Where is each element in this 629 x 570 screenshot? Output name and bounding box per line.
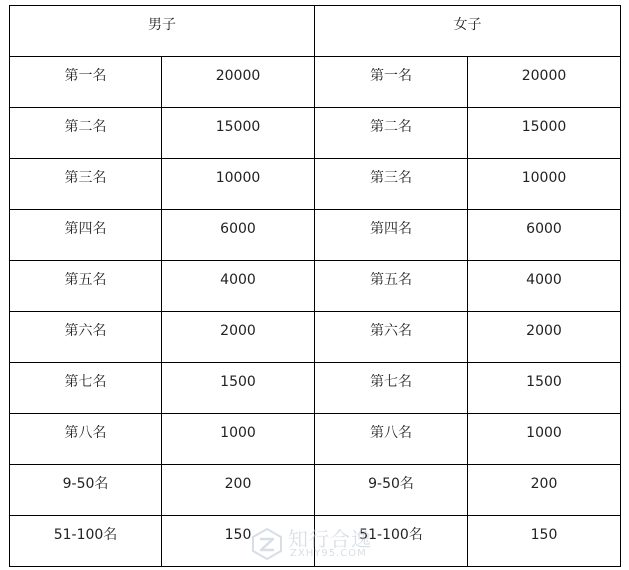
female-prize-cell: 6000: [468, 210, 621, 261]
prize-table: [9, 5, 621, 567]
female-rank-cell: 第四名: [315, 210, 468, 261]
female-prize-cell: 10000: [468, 159, 621, 210]
table-header-row: [10, 6, 621, 57]
table-row: [10, 312, 621, 363]
male-prize-cell: 4000: [162, 261, 315, 312]
male-rank-cell: 第一名: [10, 57, 162, 108]
female-prize-cell: 2000: [468, 312, 621, 363]
male-prize-cell: 200: [162, 465, 315, 516]
female-rank-cell: 第六名: [315, 312, 468, 363]
female-prize-cell: 4000: [468, 261, 621, 312]
female-rank-cell: 51-100名: [315, 516, 468, 567]
female-rank-cell: 第三名: [315, 159, 468, 210]
female-rank-cell: 第二名: [315, 108, 468, 159]
male-rank-cell: 第八名: [10, 414, 162, 465]
male-rank-cell: 第七名: [10, 363, 162, 414]
female-prize-cell: 150: [468, 516, 621, 567]
male-rank-cell: 第五名: [10, 261, 162, 312]
male-prize-cell: 6000: [162, 210, 315, 261]
male-prize-cell: 1500: [162, 363, 315, 414]
female-rank-cell: 第八名: [315, 414, 468, 465]
female-prize-cell: 20000: [468, 57, 621, 108]
header-male: 男子: [10, 6, 315, 57]
header-female: 女子: [315, 6, 621, 57]
table-row: [10, 108, 621, 159]
female-rank-cell: 第七名: [315, 363, 468, 414]
male-prize-cell: 1000: [162, 414, 315, 465]
table-row: [10, 363, 621, 414]
female-rank-cell: 第一名: [315, 57, 468, 108]
female-rank-cell: 9-50名: [315, 465, 468, 516]
female-prize-cell: 1500: [468, 363, 621, 414]
male-rank-cell: 第三名: [10, 159, 162, 210]
male-rank-cell: 第四名: [10, 210, 162, 261]
female-prize-cell: 15000: [468, 108, 621, 159]
watermark-subtitle: ZXHY95.COM: [290, 548, 367, 559]
table-row: [10, 414, 621, 465]
male-prize-cell: 15000: [162, 108, 315, 159]
male-rank-cell: 第六名: [10, 312, 162, 363]
female-prize-cell: 1000: [468, 414, 621, 465]
male-prize-cell: 10000: [162, 159, 315, 210]
male-prize-cell: 2000: [162, 312, 315, 363]
table-row: [10, 159, 621, 210]
table-row: [10, 465, 621, 516]
male-rank-cell: 51-100名: [10, 516, 162, 567]
table-row: [10, 261, 621, 312]
table-row: [10, 57, 621, 108]
male-prize-cell: 150: [162, 516, 315, 567]
table-row: [10, 516, 621, 567]
male-rank-cell: 第二名: [10, 108, 162, 159]
female-rank-cell: 第五名: [315, 261, 468, 312]
table-row: [10, 210, 621, 261]
female-prize-cell: 200: [468, 465, 621, 516]
male-prize-cell: 20000: [162, 57, 315, 108]
watermark-title: 知行合逸: [288, 527, 372, 551]
male-rank-cell: 9-50名: [10, 465, 162, 516]
